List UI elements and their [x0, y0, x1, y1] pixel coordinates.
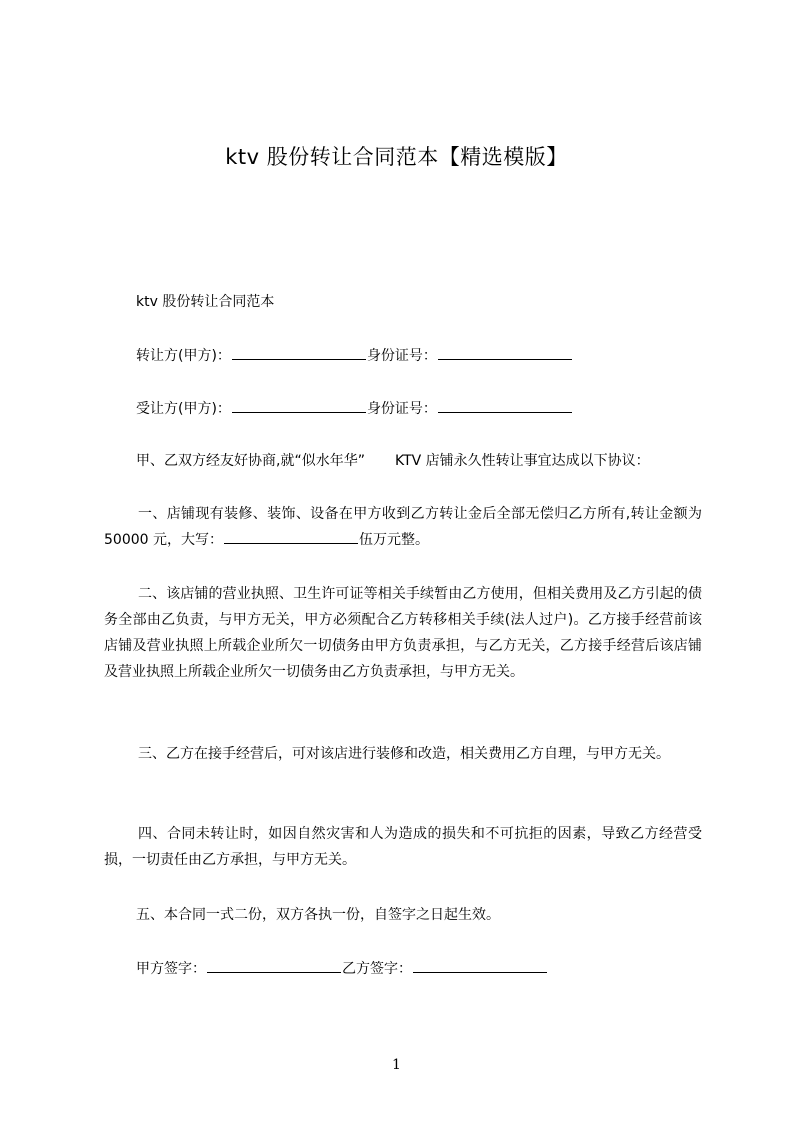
clause-5: 五、本合同一式二份，双方各执一份，自签字之日起生效。: [136, 907, 500, 923]
party-a-id-label: 身份证号：: [366, 348, 437, 364]
party-b-line: [136, 398, 573, 419]
intro-after: KTV 店铺永久性转让事宜达成以下协议：: [394, 453, 650, 469]
party-a-signature-blank: [207, 958, 341, 973]
party-b-id-label: 身份证号：: [366, 401, 437, 417]
page-number: 1: [392, 1057, 401, 1073]
clause-2: 二、该店铺的营业执照、卫生许可证等相关手续暂由乙方使用，但相关费用及乙方引起的债务全部由乙负责，与甲方无关，甲方必须配合乙方转移相关手续(法人过户)。乙方接手经营前该店铺及营业执照上所载企业所欠一切债务由甲方负责承担，与乙方无关，乙方接手经营后该店铺及营业执照上所载企业所欠一切债务由乙方负责承担，与甲方无关。: [104, 586, 702, 680]
party-a-signature-label: 甲方签字：: [136, 961, 206, 977]
clause-3: 三、乙方在接手经营后，可对该店进行装修和改造，相关费用乙方自理，与甲方无关。: [138, 746, 670, 762]
clause-1-text: 一、店铺现有装修、装饰、设备在甲方收到乙方转让金后全部无偿归乙方所有,转让金额为 50000 元，大写：: [104, 506, 702, 548]
document-title: ktv 股份转让合同范本【精选模版】: [225, 145, 568, 169]
party-b-signature-blank: [413, 958, 547, 973]
clause-1: [104, 501, 702, 553]
document-subtitle: ktv 股份转让合同范本: [136, 294, 275, 310]
party-b-label: 受让方(甲方)：: [136, 401, 231, 417]
party-a-label: 转让方(甲方)：: [136, 348, 231, 364]
intro-before: 甲、乙双方经友好协商,就“似水年华”: [136, 453, 365, 469]
signature-line: [136, 958, 548, 979]
party-a-name-blank: [232, 345, 366, 360]
clause-4: 四、合同未转让时，如因自然灾害和人为造成的损失和不可抗拒的因素，导致乙方经营受损，一切责任由乙方承担，与甲方无关。: [104, 826, 702, 868]
amount-blank: [224, 529, 358, 544]
clause-1-suffix: 伍万元整。: [359, 532, 429, 548]
party-b-id-blank: [438, 398, 572, 413]
party-a-line: [136, 345, 573, 366]
party-b-name-blank: [232, 398, 366, 413]
party-a-id-blank: [438, 345, 572, 360]
party-b-signature-label: 乙方签字：: [342, 961, 412, 977]
intro-paragraph: [136, 451, 650, 471]
